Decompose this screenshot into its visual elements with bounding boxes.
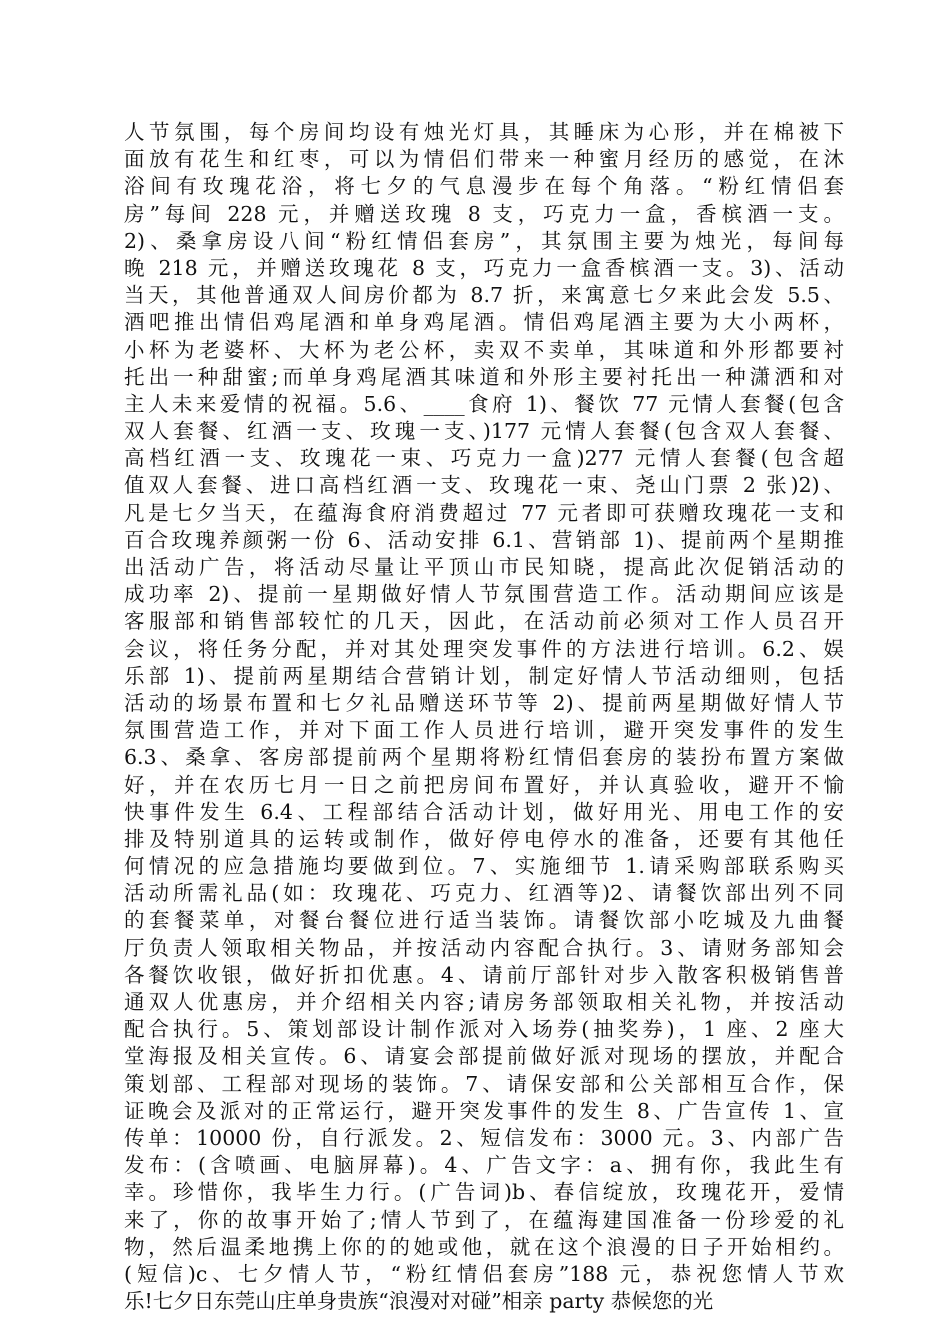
text-line: 物，然后温柔地携上你的的她或他，就在这个浪漫的日子开始相约。 — [124, 1234, 844, 1259]
text-line: 好，并在农历七月一日之前把房间布置好，并认真验收，避开不愉 — [124, 772, 844, 797]
text-line: 发布：(含喷画、电脑屏幕)。4、广告文字：a、拥有你，我此生有 — [124, 1153, 844, 1178]
text-line: 2)、桑拿房设八间“粉红情侣套房”，其氛围主要为烛光，每间每 — [124, 228, 844, 253]
text-line: 幸。珍惜你，我毕生力行。(广告词)b、春信绽放，玫瑰花开，爱情 — [124, 1180, 844, 1205]
text-line: 证晚会及派对的正常运行，避开突发事件的发生 8、广告宣传 1、宣 — [124, 1098, 844, 1123]
text-line: 各餐饮收银，做好折扣优惠。4、请前厅部针对步入散客积极销售普 — [124, 962, 844, 987]
text-line: 来了，你的故事开始了;情人节到了，在蕴海建国准备一份珍爱的礼 — [124, 1207, 844, 1232]
text-line: 配合执行。5、策划部设计制作派对入场券(抽奖券)，1 座、2 座大 — [124, 1017, 844, 1042]
text-line: 策划部、工程部对现场的装饰。7、请保安部和公关部相互合作，保 — [124, 1071, 844, 1096]
text-line: 值双人套餐、进口高档红酒一支、玫瑰花一束、尧山门票 2 张)2)、 — [124, 473, 844, 498]
text-line: 人节氛围，每个房间均设有烛光灯具，其睡床为心形，并在棉被下 — [124, 120, 844, 144]
text-line: 双人套餐、红酒一支、玫瑰一支、)177 元情人套餐(包含双人套餐、 — [124, 419, 844, 444]
text-line: 活动所需礼品(如：玫瑰花、巧克力、红酒等)2、请餐饮部出列不同 — [124, 881, 844, 906]
text-line: 托出一种甜蜜;而单身鸡尾酒其味道和外形主要衬托出一种潇洒和对 — [124, 364, 844, 389]
text-line: 客服部和销售部较忙的几天，因此，在活动前必须对工作人员召开 — [124, 609, 844, 634]
text-line: 堂海报及相关宣传。6、请宴会部提前做好派对现场的摆放，并配合 — [124, 1044, 844, 1069]
text-line: 乐!七夕日东莞山庄单身贵族“浪漫对对碰”相亲 party 恭候您的光 — [124, 1289, 714, 1314]
text-line: 当天，其他普通双人间房价都为 8.7 折，来寓意七夕来此会发 5.5、 — [124, 283, 844, 308]
text-line: (短信)c、七夕情人节，“粉红情侣套房”188 元，恭祝您情人节欢 — [124, 1261, 844, 1286]
body-text — [124, 119, 844, 1315]
text-line: 成功率 2)、提前一星期做好情人节氛围营造工作。活动期间应该是 — [124, 582, 844, 607]
text-line: 快事件发生 6.4、工程部结合活动计划，做好用光、用电工作的安 — [124, 799, 844, 824]
text-line: 通双人优惠房，并介绍相关内容;请房务部领取相关礼物，并按活动 — [124, 990, 844, 1014]
text-line: 酒吧推出情侣鸡尾酒和单身鸡尾酒。情侣鸡尾酒主要为大小两杯， — [124, 310, 844, 335]
text-line: 的套餐菜单，对餐台餐位进行适当装饰。请餐饮部小吃城及九曲餐 — [124, 908, 844, 933]
text-line: 主人未来爱情的祝福。5.6、____食府 1)、餐饮 77 元情人套餐(包含 — [124, 391, 844, 416]
text-line: 百合玫瑰养颜粥一份 6、活动安排 6.1、营销部 1)、提前两个星期推 — [124, 527, 844, 552]
text-line: 出活动广告，将活动尽量让平顶山市民知晓，提高此次促销活动的 — [124, 555, 844, 579]
text-line: 6.3、桑拿、客房部提前两个星期将粉红情侣套房的装扮布置方案做 — [124, 745, 844, 770]
text-line: 浴间有玫瑰花浴，将七夕的气息漫步在每个角落。“粉红情侣套 — [124, 174, 844, 199]
text-line: 高档红酒一支、玫瑰花一束、巧克力一盒)277 元情人套餐(包含超 — [124, 446, 844, 471]
text-line: 何情况的应急措施均要做到位。7、实施细节 1.请采购部联系购买 — [124, 854, 844, 879]
text-line: 房”每间 228 元，并赠送玫瑰 8 支，巧克力一盒，香槟酒一支。 — [124, 201, 844, 226]
text-line: 晚 218 元，并赠送玫瑰花 8 支，巧克力一盒香槟酒一支。3)、活动 — [124, 255, 844, 280]
text-line: 凡是七夕当天，在蕴海食府消费超过 77 元者即可获赠玫瑰花一支和 — [124, 500, 844, 525]
text-line: 厅负责人领取相关物品，并按活动内容配合执行。3、请财务部知会 — [124, 935, 844, 960]
text-line: 面放有花生和红枣，可以为情侣们带来一种蜜月经历的感觉，在沐 — [124, 147, 844, 172]
text-line: 排及特别道具的运转或制作，做好停电停水的准备，还要有其他任 — [124, 826, 844, 851]
text-line: 乐部 1)、提前两星期结合营销计划，制定好情人节活动细则，包括 — [124, 663, 844, 688]
text-line: 会议，将任务分配，并对其处理突发事件的方法进行培训。6.2、娱 — [124, 636, 844, 661]
text-line: 小杯为老婆杯、大杯为老公杯，卖双不卖单，其味道和外形都要衬 — [124, 337, 844, 362]
text-line: 活动的场景布置和七夕礼品赠送环节等 2)、提前两星期做好情人节 — [124, 690, 844, 715]
text-line: 传单：10000 份，自行派发。2、短信发布：3000 元。3、内部广告 — [124, 1125, 844, 1150]
text-line: 氛围营造工作，并对下面工作人员进行培训，避开突发事件的发生 — [124, 718, 844, 743]
